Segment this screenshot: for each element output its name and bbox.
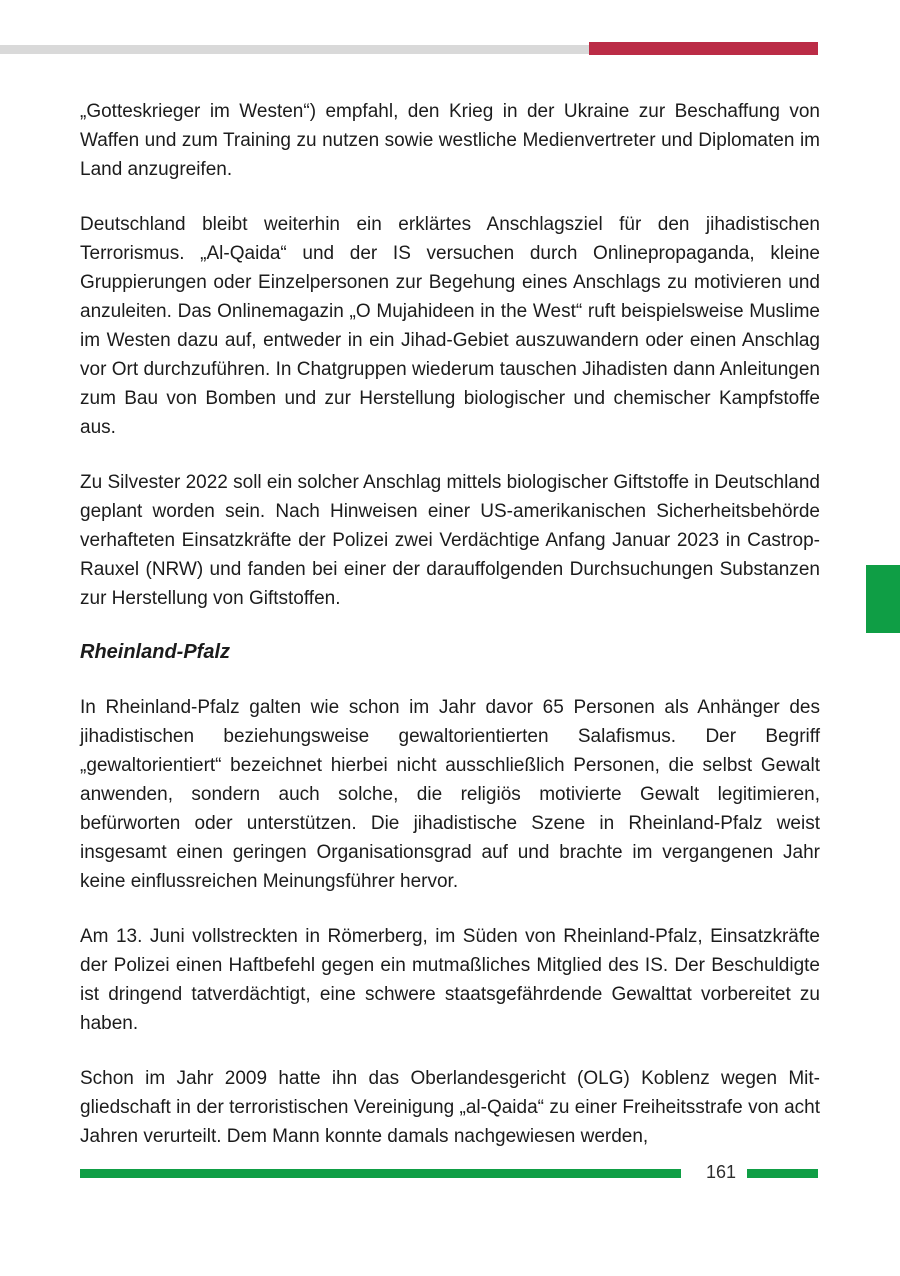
body-paragraph: Zu Silvester 2022 soll ein solcher Anschlag mittels biologischer Giftstoffe in Deutschland geplant worden sein. Nach Hinweisen einer US-amerikanischen Sicherheitsbehörde verhafteten Einsatzkräfte der Polizei zwei Verdächtige Anfang Januar 2023 in Castrop-Rauxel (NRW) und fanden bei einer der darauffolgenden Durchsuchungen Substanzen zur Herstellung von Giftstoffen. [80,472,820,609]
body-paragraph: Am 13. Juni vollstreckten in Römerberg, im Süden von Rheinland-Pfalz, Einsatzkräfte der Polizei einen Haftbefehl gegen ein mutmaßliches Mitglied des IS. Der Beschuldigte ist dringend tatverdächtigt, eine schwere staatsgefährdende Gewalttat vorbereitet zu haben. [80,926,820,1034]
body-paragraph: In Rheinland-Pfalz galten wie schon im Jahr davor 65 Personen als Anhänger des jihadistischen beziehungsweise gewaltorientierten Salafismus. Der Begriff „gewaltorientiert“ bezeichnet hierbei nicht ausschließlich Personen, die selbst Gewalt anwenden, sondern auch solche, die religiös motivierte Gewalt legitimieren, befürworten oder unterstützen. Die jihadistische Szene in Rheinland-Pfalz weist insgesamt einen geringen Organisationsgrad auf und brachte im vergangenen Jahr keine einflussreichen Meinungsführer hervor. [80,697,820,892]
body-paragraph: Schon im Jahr 2009 hatte ihn das Oberlandesgericht (OLG) Koblenz wegen Mitgliedschaft in der terroristischen Vereinigung „al-Qaida“ zu einer Freiheitsstrafe von acht Jahren verurteilt. Dem Mann konnte damals nachgewiesen werden, [80,1068,820,1147]
footer-green-bar-short [747,1169,818,1178]
body-paragraph: „Gotteskrieger im Westen“) empfahl, den Krieg in der Ukraine zur Beschaffung von Waffen und zum Training zu nutzen sowie westliche Medienvertreter und Diplomaten im Land anzugreifen. [80,101,820,180]
body-paragraph: Deutschland bleibt weiterhin ein erklärtes Anschlagsziel für den jihadistischen Terrorismus. „Al-Qaida“ und der IS versuchen durch Onlinepropaganda, kleine Gruppierungen oder Einzelpersonen zur Begehung eines Anschlags zu motivieren und anzuleiten. Das Onlinemagazin „O Mujahideen in the West“ ruft beispielsweise Muslime im Westen dazu auf, entweder in ein Jihad-Gebiet auszuwandern oder einen Anschlag vor Ort durchzuführen. In Chatgruppen wiederum tauschen Jihadisten dann Anleitungen zum Bau von Bomben und zur Herstellung biologischer und chemischer Kampfstoffe aus. [80,214,820,438]
page-number: 161 [705,1162,736,1182]
footer-green-bar [80,1169,681,1178]
section-heading: Rheinland-Pfalz [80,641,231,663]
